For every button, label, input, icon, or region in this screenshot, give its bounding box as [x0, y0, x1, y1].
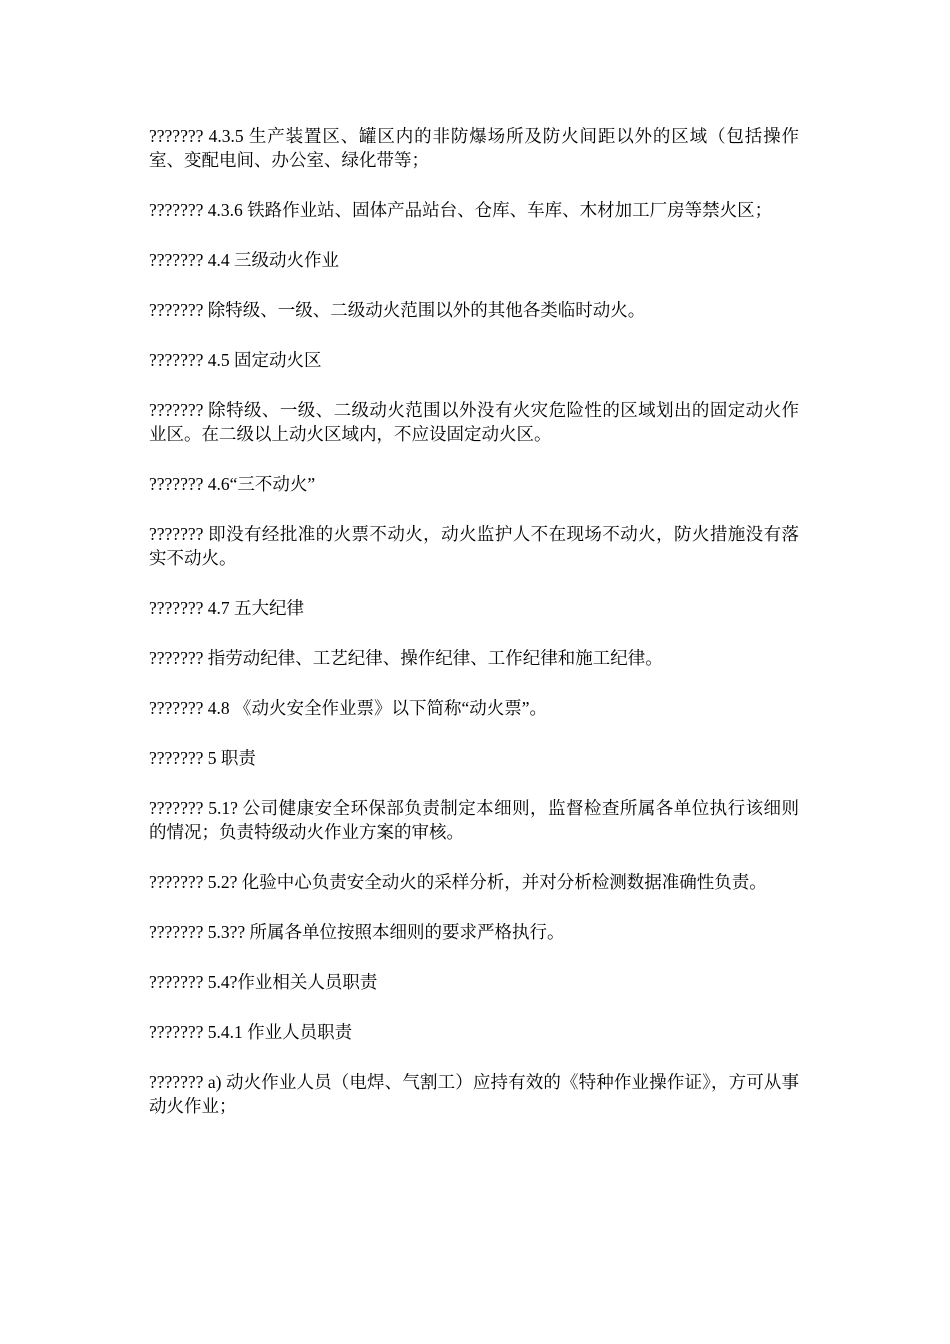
- heading-4-4: ??????? 4.4 三级动火作业: [149, 250, 339, 270]
- heading-4-7: ??????? 4.7 五大纪律: [149, 598, 304, 618]
- heading-4-6: ??????? 4.6“三不动火”: [149, 474, 316, 494]
- heading-5: ??????? 5 职责: [149, 748, 256, 768]
- paragraph-5-1: ??????? 5.1? 公司健康安全环保部负责制定本细则，监督检查所属各单位执行该细则的情况；负责特级动火作业方案的审核。: [149, 798, 799, 842]
- paragraph-4-3-5: ??????? 4.3.5 生产装置区、罐区内的非防爆场所及防火间距以外的区域（包括操作室、变配电间、办公室、绿化带等；: [149, 126, 799, 170]
- heading-5-4-1: ??????? 5.4.1 作业人员职责: [149, 1022, 353, 1042]
- paragraph-4-5-body: ??????? 除特级、一级、二级动火范围以外没有火灾危险性的区域划出的固定动火作业区。在二级以上动火区域内，不应设固定动火区。: [149, 400, 799, 444]
- heading-4-5: ??????? 4.5 固定动火区: [149, 350, 322, 370]
- paragraph-5-2: ??????? 5.2? 化验中心负责安全动火的采样分析，并对分析检测数据准确性负责。: [149, 872, 767, 892]
- paragraph-4-7-body: ??????? 指劳动纪律、工艺纪律、操作纪律、工作纪律和施工纪律。: [149, 648, 663, 668]
- paragraph-5-4-1-a: ??????? a) 动火作业人员（电焊、气割工）应持有效的《特种作业操作证》，方可从事动火作业；: [149, 1072, 799, 1116]
- paragraph-4-3-6: ??????? 4.3.6 铁路作业站、固体产品站台、仓库、车库、木材加工厂房等禁火区；: [149, 200, 773, 220]
- paragraph-4-8: ??????? 4.8 《动火安全作业票》以下简称“动火票”。: [149, 698, 548, 718]
- paragraph-5-3: ??????? 5.3?? 所属各单位按照本细则的要求严格执行。: [149, 922, 565, 942]
- heading-5-4: ??????? 5.4?作业相关人员职责: [149, 972, 378, 992]
- document-page: [149, 124, 799, 1144]
- paragraph-4-6-body: ??????? 即没有经批准的火票不动火，动火监护人不在现场不动火，防火措施没有落实不动火。: [149, 524, 799, 568]
- paragraph-4-4-body: ??????? 除特级、一级、二级动火范围以外的其他各类临时动火。: [149, 300, 646, 320]
